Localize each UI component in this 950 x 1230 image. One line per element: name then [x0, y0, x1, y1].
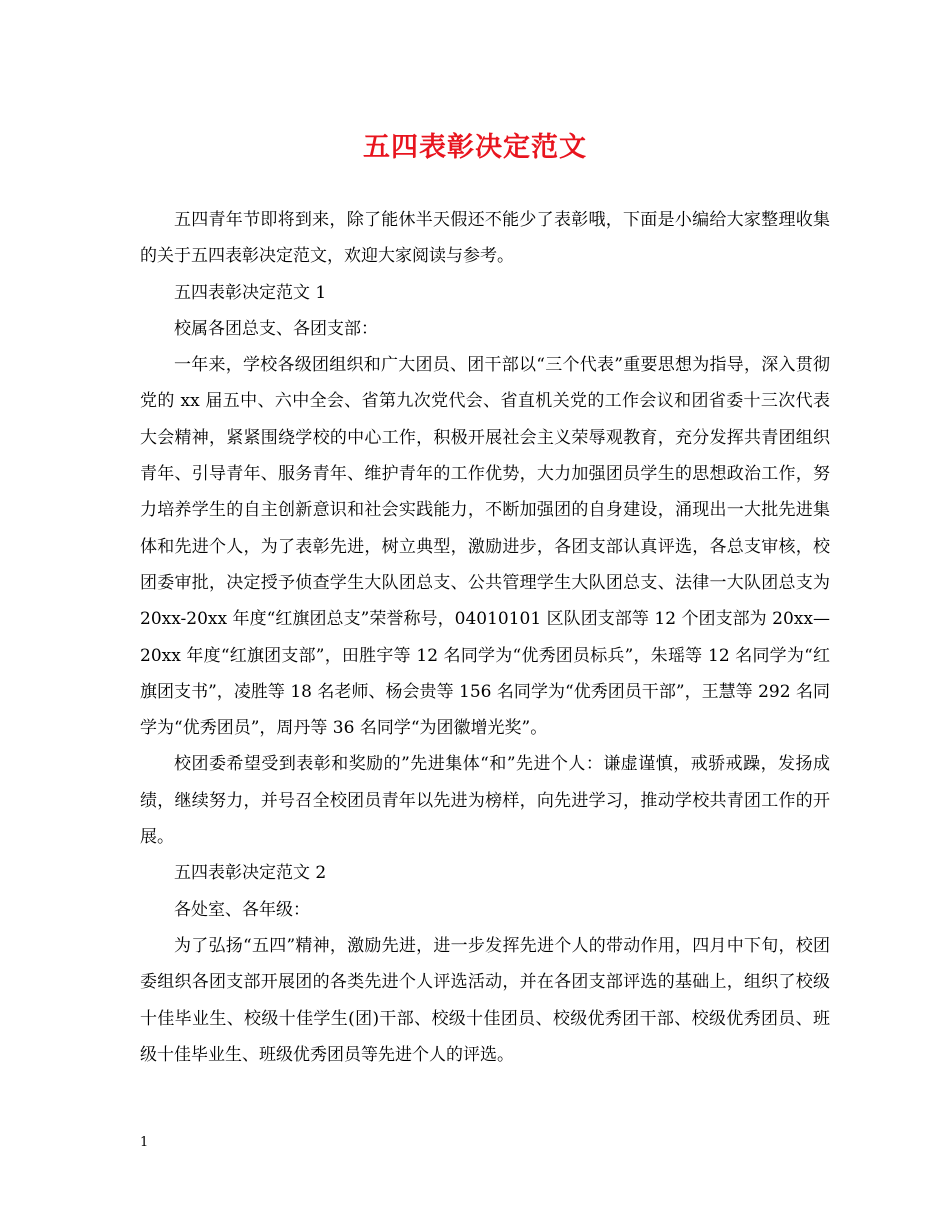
body-paragraph-1: 一年来，学校各级团组织和广大团员、团干部以“三个代表”重要思想为指导，深入贯彻党的 xx 届五中、六中全会、省第九次党代会、省直机关党的工作会议和团省委十三次代表大会精神，紧紧围绕学校的中心工作，积极开展社会主义荣辱观教育，充分发挥共青团组织青年、引导青年、服务青年、维护青年的工作优势，大力加强团员学生的思想政治工作，努力培养学生的自主创新意识和社会实践能力，不断加强团的自身建设，涌现出一大批先进集体和先进个人，为了表彰先进，树立典型，激励进步，各团支部认真评选，各总支审核，校团委审批，决定授予侦查学生大队团总支、公共管理学生大队团总支、法律一大队团总支为 20xx-20xx 年度“红旗团总支”荣誉称号，04010101 区队团支部等 12 个团支部为 20xx—20xx 年度“红旗团支部”，田胜宇等 12 名同学为“优秀团员标兵”，朱瑶等 12 名同学为“红旗团支书”，凌胜等 18 名老师、杨会贵等 156 名同学为“优秀团员干部”，王慧等 292 名同学为“优秀团员”，周丹等 36 名同学“为团徽增光奖”。 [140, 355, 830, 739]
document-title: 五四表彰决定范文 [363, 132, 587, 163]
intro-paragraph: 五四青年节即将到来，除了能休半天假还不能少了表彰哦，下面是小编给大家整理收集的关于五四表彰决定范文，欢迎大家阅读与参考。 [140, 210, 830, 267]
salutation-2: 各处室、各年级： [174, 899, 310, 920]
body-paragraph-2: 校团委希望受到表彰和奖励的”先进集体“和”先进个人：谦虚谨慎，戒骄戒躁，发扬成绩，继续努力，并号召全校团员青年以先进为榜样，向先进学习，推动学校共青团工作的开展。 [140, 754, 830, 848]
document-body [140, 202, 830, 1073]
body-paragraph-3: 为了弘扬“五四”精神，激励先进，进一步发挥先进个人的带动作用，四月中下旬，校团委组织各团支部开展团的各类先进个人评选活动，并在各团支部评选的基础上，组织了校级十佳毕业生、校级十佳学生(团)干部、校级十佳团员、校级优秀团干部、校级优秀团员、班级十佳毕业生、班级优秀团员等先进个人的评选。 [140, 935, 830, 1065]
salutation-1: 校属各团总支、各团支部： [174, 318, 378, 339]
page-number: 1 [140, 1135, 149, 1150]
section-heading-1: 五四表彰决定范文 1 [174, 282, 327, 303]
section-heading-2: 五四表彰决定范文 2 [174, 863, 327, 884]
